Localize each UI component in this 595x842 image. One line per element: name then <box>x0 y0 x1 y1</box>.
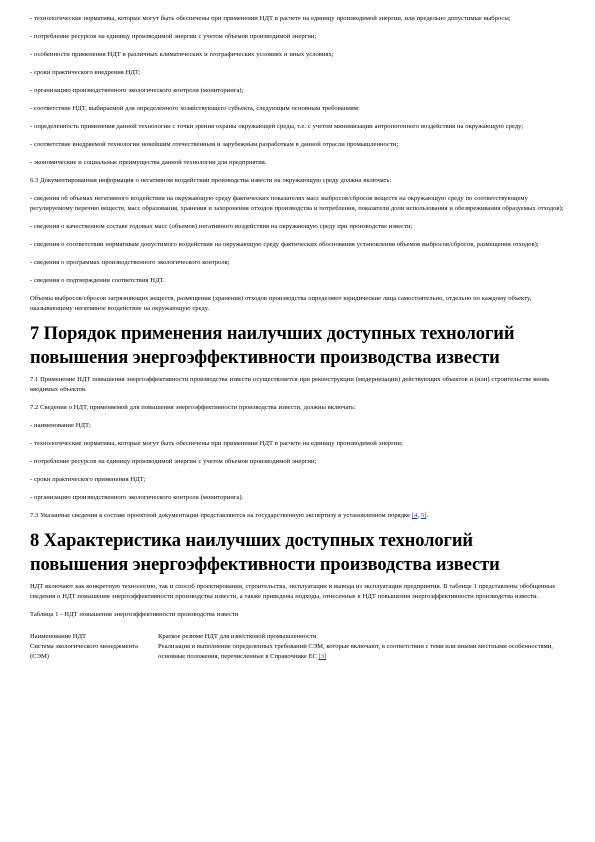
ndt-table <box>30 632 565 662</box>
list-item: - сроки практического применения НДТ; <box>30 476 146 483</box>
paragraph-6-3: 6.3 Документированная информация о негативном воздействии производства извести на окружающую среду должна включать: <box>30 177 392 184</box>
table-caption: Таблица 1 - НДТ повышения энергоэффективности производства извести <box>30 611 239 618</box>
list-item: - экономические и социальные преимущества данной технологии для предприятия. <box>30 159 267 166</box>
list-item: - наименование НДТ; <box>30 422 91 429</box>
document-page <box>30 14 565 662</box>
section-7 <box>30 375 565 521</box>
reference-link-5[interactable]: 5] <box>420 512 427 519</box>
list-item: - организацию производственного экологического контроля (мониторинга); <box>30 87 244 94</box>
reference-link-3[interactable]: [3] <box>318 653 327 660</box>
paragraph-7-3-text: 7.3 Указанные сведения в составе проектной документации представляются на государственную экспертизу в установленном порядке <box>30 512 412 519</box>
list-item: - соответствие НДТ, выбираемой для определенного хозяйствующего субъекта, следующим основным требованиям: <box>30 105 360 112</box>
list-item: - сроки практического внедрения НДТ; <box>30 69 141 76</box>
section-8 <box>30 582 565 662</box>
list-item: - соответствие внедряемой технологии новейшим отечественным и зарубежным разработкам в данной отрасли промышленности; <box>30 141 399 148</box>
section-7-heading: 7 Порядок применения наилучших доступных технологий повышения энергоэффективности производства извести <box>30 324 515 368</box>
sentence-end: . <box>426 512 429 519</box>
list-item: - сведения о программах производственного экологического контроля; <box>30 259 230 266</box>
list-item: - технологические нормативы, которые могут быть обеспечены при применении НДТ в расчете на единицу производимой энергии, или предельно допустимые выбросы; <box>30 15 511 22</box>
table-cell: Система экологического менеджмента (СЭМ) <box>30 643 138 660</box>
table-header-cell: Наименование НДТ <box>30 633 87 640</box>
paragraph-7-3 <box>30 511 565 521</box>
list-item: - потребление ресурсов на единицу производимой энергии с учетом объемов производимой энергии; <box>30 33 317 40</box>
section-8-heading: 8 Характеристика наилучших доступных технологий повышения энергоэффективности производства извести <box>30 531 500 575</box>
table-cell <box>158 642 565 662</box>
list-item: - сведения об объемах негативного воздействия на окружающую среду фактических показателях масс выбросов/сбросов веществ на окружающую среду по соответствующему регулируемому перечню веществ, масс образования, хранения и захоронения отходов производства и потребления, показатели доли использования и обезвреживания образуемых отходов); <box>30 195 564 212</box>
reference-separator: , <box>417 512 421 519</box>
list-item: - потребление ресурсов на единицу производимой энергии с учетом объемов производимой энергии; <box>30 458 317 465</box>
section-6-continued <box>30 14 565 314</box>
reference-link-4[interactable]: [4 <box>411 512 418 519</box>
list-item: - организацию производственного экологического контроля (мониторинга). <box>30 494 244 501</box>
paragraph: НДТ включают как конкретную технологию, так и способ проектирования, строительства, эксплуатации и вывода из эксплуатации предприятия. В таблице 1 представлены обобщенные сведения о НДТ повышения энергоэффективности производства извести, а также приведены подходы, отнесенные к НДТ повышения энергоэффективности производства извести. <box>30 583 556 600</box>
paragraph: Объемы выбросов/сбросов загрязняющих веществ, размещения (хранения) отходов производства определяют юридические лица самостоятельно, отдельно по каждому объекту, оказывающему негативное воздействие на окружающую среду. <box>30 295 532 312</box>
table-header-cell: Краткое резюме НДТ для известковой промышленности <box>158 633 317 640</box>
list-item: - особенности применения НДТ в различных климатических и географических условиях и иных условиях; <box>30 51 334 58</box>
list-item: - сведения о соответствии нормативам допустимого воздействия на окружающую среду фактических обоснования установления объемов выбросов/сбросов, размещения отходов); <box>30 241 539 248</box>
list-item: - сведения о качественном составе годовых масс (объемов) негативного воздействия на окружающую среду при производстве извести; <box>30 223 413 230</box>
table-row <box>30 642 565 662</box>
list-item: - определенность применения данной технологии с точки зрения охраны окружающей среды, т.е. с учетом минимизации антропогенного воздействия на окружающую среду; <box>30 123 524 130</box>
list-item: - сведения о подтверждении соответствия НДТ. <box>30 277 165 284</box>
table-header-row <box>30 632 565 642</box>
table-cell-text: Реализация и выполнение определенных требований СЭМ, которые включают, в соответствии с теми или иными местными особенностями, основные положения, перечисленные в Справочнике ЕС <box>158 643 553 660</box>
paragraph-7-1: 7.1 Применение НДТ повышения энергоэффективности производства извести осуществляется при реконструкции (модернизации) действующих объектов и (или) строительстве вновь вводимых объектов. <box>30 376 550 393</box>
list-item: - технологические нормативы, которые могут быть обеспечены при применении НДТ в расчете на единицу производимой энергии; <box>30 440 403 447</box>
paragraph-7-2: 7.2 Сведения о НДТ, применяемой для повышения энергоэффективности производства извести, должны включать: <box>30 404 356 411</box>
